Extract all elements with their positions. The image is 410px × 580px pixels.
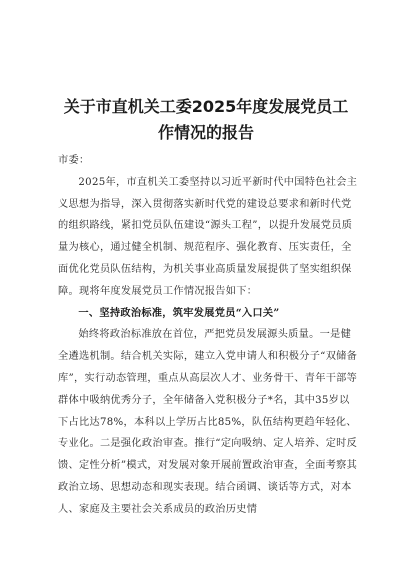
title-line-2: 作情况的报告 bbox=[157, 123, 254, 142]
document-title bbox=[56, 94, 356, 146]
title-line-1: 关于市直机关工委2025年度发展党员工 bbox=[63, 97, 349, 116]
paragraph-political-standard: 始终将政治标准放在首位，严把党员发展源头质量。一是健全遴选机制。结合机关实际，建立入党申请人和积极分子“双储备库”，实行动态管理，重点从高层次人才、业务骨干、青年干部等群体中吸纳优秀分子，全年储备入党积极分子*名，其中35岁以下占比达78%，本科以上学历占比85%，队伍结构更趋年轻化、专业化。二是强化政治审查。推行“定向吸纳、定人培养、定时反馈、定性分析”模式，对发展对象开展前置政治审查，全面考察其政治立场、思想动态和现实表现。结合函调、谈话等方式，对本人、家庭及主要社会关系成员的政治历史情 bbox=[58, 329, 358, 515]
document-body bbox=[58, 150, 358, 521]
salutation: 市委： bbox=[58, 155, 90, 166]
paragraph-intro: 2025年，市直机关工委坚持以习近平新时代中国特色社会主义思想为指导，深入贯彻落实新时代党的建设总要求和新时代党的组织路线，紧扣党员队伍建设“源头工程”，以提升发展党员质量为核心，通过健全机制、规范程序、强化教育、压实责任，全面优化党员队伍结构，为机关事业高质量发展提供了坚实组织保障。现将年度发展党员工作情况报告如下： bbox=[58, 176, 358, 297]
section-heading-1: 一、坚持政治标准，筑牢发展党员“入口关” bbox=[78, 306, 280, 319]
